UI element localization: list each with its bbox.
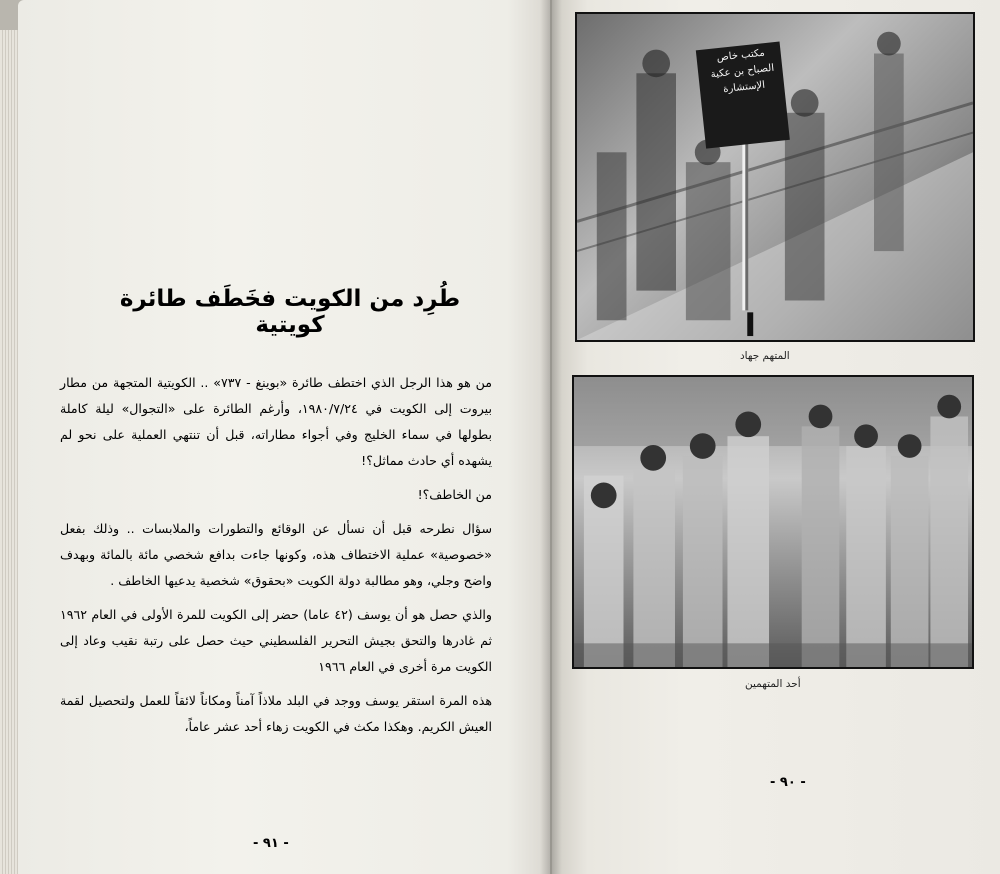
body-text xyxy=(60,370,492,744)
photo-caption-2: أحد المتهمين xyxy=(745,678,801,690)
paragraph: هذه المرة استقر يوسف ووجد في البلد ملاذاً آمناً ومكاناً لائقاً للعمل ولتحصيل لقمة العيش الكريم. وهكذا مكث في الكويت زهاء أحد عشر عاماً، xyxy=(60,693,492,734)
sign-text: مكتب خاص الصباح بن عكية الإستشارة xyxy=(710,47,775,96)
chapter-title: طُرِد من الكويت فخَطَف طائرة كويتية xyxy=(119,286,461,338)
book-gutter xyxy=(540,0,562,874)
page-number-right: - ٩٠ - xyxy=(770,775,806,790)
paragraph: من هو هذا الرجل الذي اختطف طائرة «بوينغ - ٧٣٧» .. الكويتية المتجهة من مطار بيروت إلى الكويت في ١٩٨٠/٧/٢٤، وأرغم الطائرة على «التجوال» ليلة كاملة بطولها في سماء الخليج وفي أجواء مطاراته، قبل أن تنتهي العملية على نحو لم يشهده أي حادث مماثل؟! xyxy=(60,375,492,468)
paragraph: والذي حصل هو أن يوسف (٤٢ عاما) حضر إلى الكويت للمرة الأولى في العام ١٩٦٢ ثم غادرها والتحق بجيش التحرير الفلسطيني حيث حصل على رتبة نقيب وعاد إلى الكويت مرة أخرى في العام ١٩٦٦ xyxy=(60,607,492,674)
paragraph: سؤال نطرحه قبل أن نسأل عن الوقائع والتطورات والملابسات .. وذلك بفعل «خصوصية» عملية الاختطاف هذه، وكونها جاءت بدافع شخصي مائة بالمائة وبهدف واضح وجلي، وهو مطالبة دولة الكويت «بحقوق» شخصية يدعيها الخاطف . xyxy=(60,521,492,588)
page-number-left: - ٩١ - xyxy=(253,836,289,851)
photo-caption-1: المتهم جهاد xyxy=(740,350,790,362)
photo-accused-one xyxy=(572,375,974,669)
paragraph: من الخاطف؟! xyxy=(417,487,492,502)
